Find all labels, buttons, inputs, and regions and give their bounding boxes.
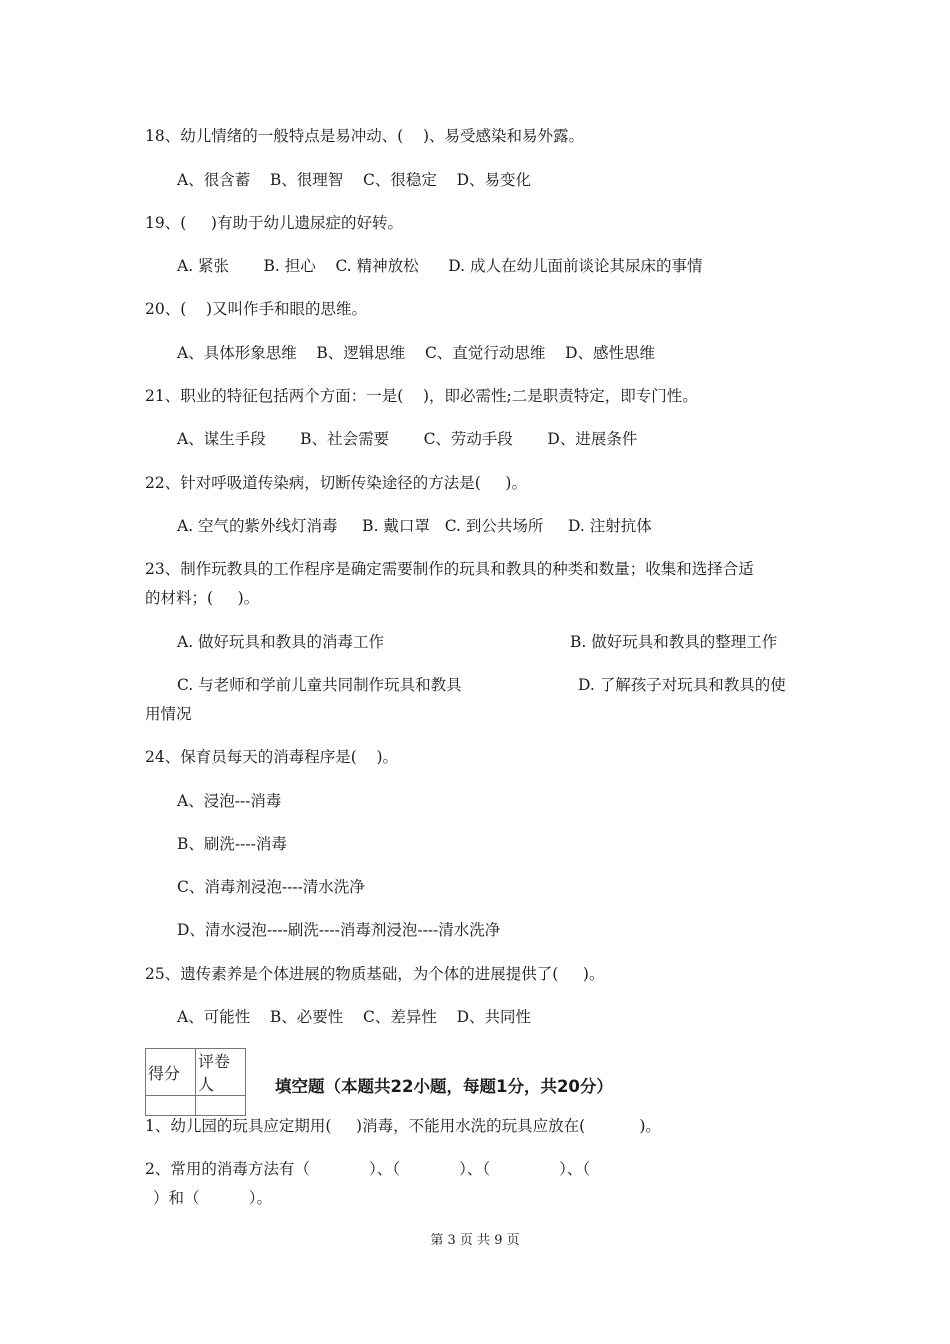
- fill-question-2-cont: ）和（ ）。: [153, 1189, 273, 1207]
- question-25-stem: 25、遗传素养是个体进展的物质基础，为个体的进展提供了( )。: [145, 965, 605, 983]
- question-21-stem: 21、职业的特征包括两个方面：一是( )，即必需性;二是职责特定，即专门性。: [145, 387, 698, 405]
- question-23-option-c: C. 与老师和学前儿童共同制作玩具和教具: [177, 676, 462, 694]
- question-22-stem: 22、针对呼吸道传染病，切断传染途径的方法是( )。: [145, 474, 527, 492]
- question-22-options: A. 空气的紫外线灯消毒 B. 戴口罩 C. 到公共场所 D. 注射抗体: [177, 517, 652, 535]
- question-19-options: A. 紧张 B. 担心 C. 精神放松 D. 成人在幼儿面前谈论其尿床的事情: [177, 257, 703, 275]
- score-header: 得分: [146, 1049, 196, 1096]
- question-20-options: A、具体形象思维 B、逻辑思维 C、直觉行动思维 D、感性思维: [177, 344, 655, 362]
- score-cell: [146, 1096, 196, 1116]
- question-24-option-c: C、消毒剂浸泡----清水洗净: [177, 878, 365, 896]
- question-24-option-a: A、浸泡---消毒: [177, 792, 282, 810]
- question-21-options: A、谋生手段 B、社会需要 C、劳动手段 D、进展条件: [177, 430, 638, 448]
- question-23-stem: 23、制作玩教具的工作程序是确定需要制作的玩具和教具的种类和数量；收集和选择合适: [145, 560, 754, 578]
- grader-cell: [196, 1096, 246, 1116]
- section-title: 填空题（本题共22小题，每题1分，共20分）: [275, 1077, 613, 1096]
- question-20-stem: 20、( )又叫作手和眼的思维。: [145, 300, 368, 318]
- fill-question-2: 2、常用的消毒方法有（ ）、（ ）、（ ）、（: [145, 1160, 591, 1178]
- question-23-option-d-cont: 用情况: [145, 705, 192, 723]
- grader-header: 评卷人: [196, 1049, 246, 1096]
- question-23-option-d: D. 了解孩子对玩具和教具的使: [578, 676, 786, 694]
- question-25-options: A、可能性 B、必要性 C、差异性 D、共同性: [177, 1008, 531, 1026]
- question-18-stem: 18、幼儿情绪的一般特点是易冲动、( )、易受感染和易外露。: [145, 127, 585, 145]
- question-23-option-b: B. 做好玩具和教具的整理工作: [570, 633, 778, 651]
- question-18-options: A、很含蓄 B、很理智 C、很稳定 D、易变化: [177, 171, 531, 189]
- question-24-option-d: D、清水浸泡----刷洗----消毒剂浸泡----清水洗净: [177, 921, 501, 939]
- score-table: [145, 1048, 246, 1116]
- question-24-stem: 24、保育员每天的消毒程序是( )。: [145, 748, 399, 766]
- question-23-stem-cont: 的材料；( )。: [145, 589, 260, 607]
- fill-question-1: 1、幼儿园的玩具应定期用( )消毒，不能用水洗的玩具应放在( )。: [145, 1117, 661, 1135]
- question-24-option-b: B、刷洗----消毒: [177, 835, 287, 853]
- question-19-stem: 19、( )有助于幼儿遗尿症的好转。: [145, 214, 403, 232]
- page-footer: 第 3 页 共 9 页: [430, 1233, 520, 1248]
- question-23-option-a: A. 做好玩具和教具的消毒工作: [177, 633, 385, 651]
